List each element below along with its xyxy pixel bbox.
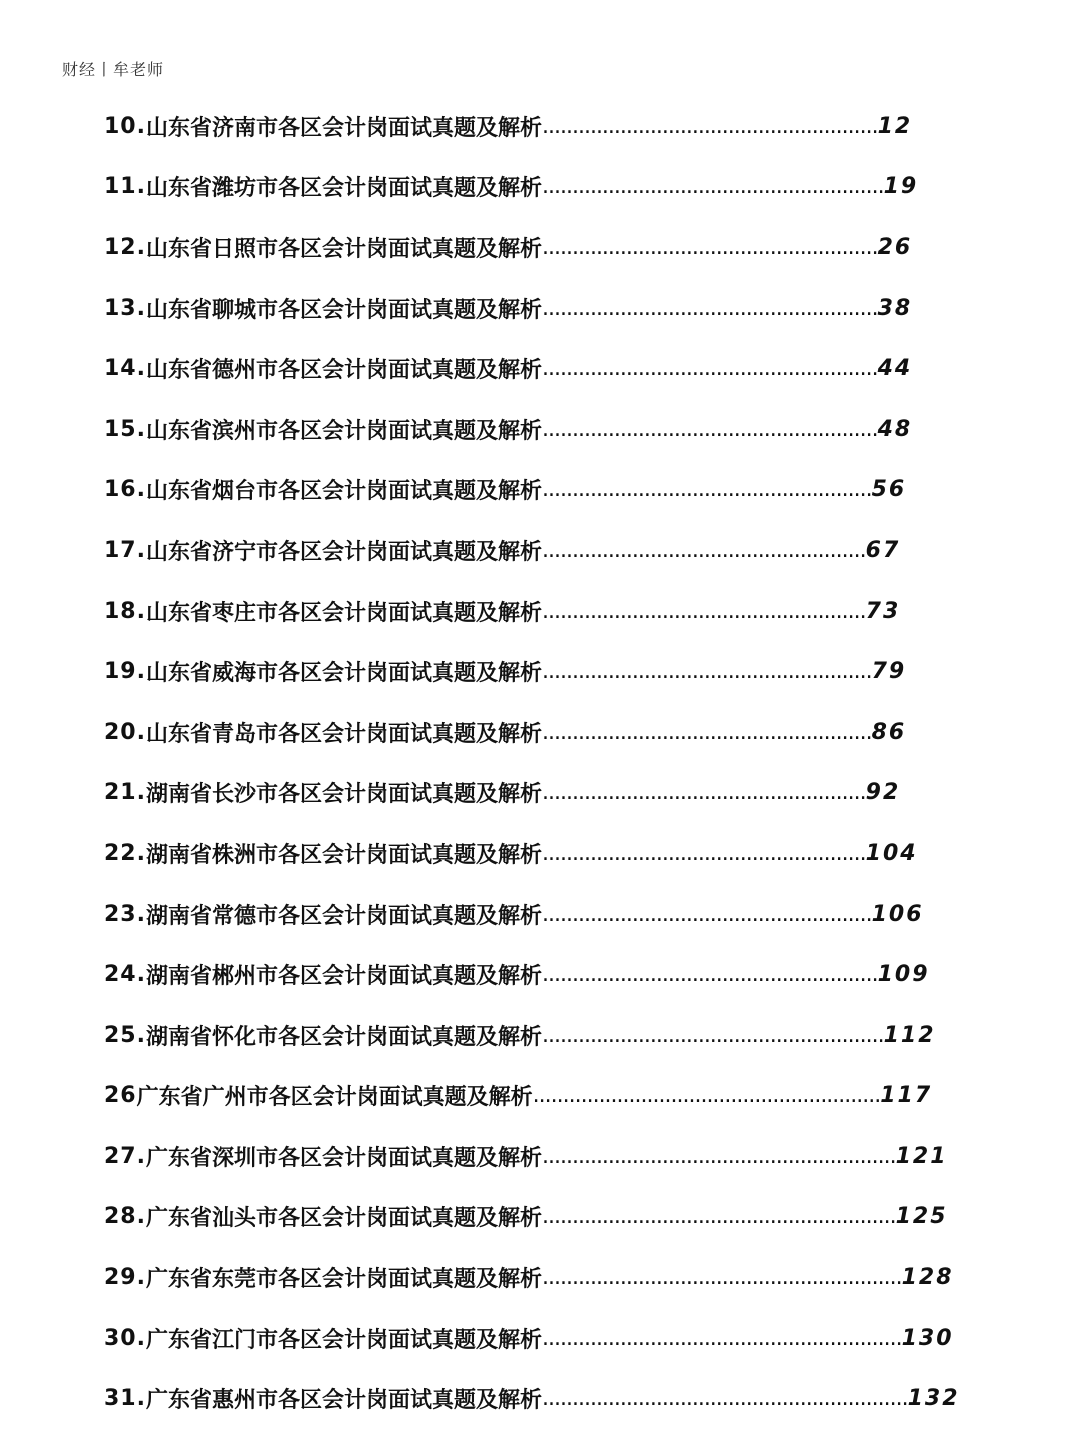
- toc-entry-leader-dots: ......................................................: [542, 840, 866, 866]
- toc-entry[interactable]: [104, 338, 964, 399]
- toc-entry-page-number: 56: [871, 477, 907, 503]
- toc-entry-page-number: 106: [871, 901, 924, 927]
- toc-entry-number: 22.: [104, 840, 146, 866]
- toc-entry-number: 18.: [104, 598, 146, 624]
- toc-entry-leader-dots: ........................................................: [542, 234, 878, 260]
- toc-entry-number: 10.: [104, 113, 146, 139]
- toc-entry-leader-dots: .......................................................: [542, 659, 872, 685]
- toc-entry-leader-dots: ........................................................: [542, 356, 878, 382]
- toc-entry-leader-dots: ......................................................: [542, 537, 866, 563]
- toc-entry-number: 26: [104, 1083, 137, 1109]
- toc-entry-page-number: 104: [865, 840, 918, 866]
- toc-entry-number: 28.: [104, 1204, 146, 1230]
- toc-entry[interactable]: [104, 1005, 964, 1066]
- toc-entry-leader-dots: .........................................................: [542, 174, 884, 200]
- toc-entry[interactable]: [104, 702, 964, 763]
- toc-entry-leader-dots: ........................................................: [542, 295, 878, 321]
- toc-entry-title: 湖南省怀化市各区会计岗面试真题及解析: [145, 1024, 542, 1050]
- toc-entry-leader-dots: .......................................................: [542, 719, 872, 745]
- toc-entry-title: 湖南省常德市各区会计岗面试真题及解析: [145, 903, 542, 929]
- toc-entry-title: 湖南省株洲市各区会计岗面试真题及解析: [145, 842, 542, 868]
- toc-entry-number: 23.: [104, 901, 146, 927]
- toc-entry-title: 山东省日照市各区会计岗面试真题及解析: [145, 236, 542, 262]
- toc-entry-leader-dots: ...........................................................: [542, 1204, 896, 1230]
- toc-entry[interactable]: [104, 96, 964, 157]
- toc-entry-number: 17.: [104, 537, 146, 563]
- toc-entry[interactable]: [104, 1066, 964, 1127]
- toc-entry-leader-dots: .......................................................: [542, 901, 872, 927]
- toc-entry-number: 31.: [104, 1386, 146, 1412]
- toc-entry-leader-dots: ........................................................: [542, 416, 878, 442]
- toc-entry-page-number: 44: [877, 356, 913, 382]
- toc-entry-leader-dots: ......................................................: [542, 780, 866, 806]
- toc-entry[interactable]: [104, 944, 964, 1005]
- toc-entry-page-number: 73: [865, 598, 901, 624]
- toc-entry-leader-dots: .......................................................: [542, 477, 872, 503]
- toc-entry-title: 山东省聊城市各区会计岗面试真题及解析: [145, 297, 542, 323]
- toc-entry[interactable]: [104, 1187, 964, 1248]
- toc-entry-page-number: 130: [901, 1325, 954, 1351]
- toc-entry-title: 山东省济宁市各区会计岗面试真题及解析: [145, 539, 542, 565]
- toc-entry-number: 20.: [104, 719, 146, 745]
- toc-entry[interactable]: [104, 1247, 964, 1308]
- toc-entry-leader-dots: ............................................................: [542, 1325, 902, 1351]
- toc-entry-number: 27.: [104, 1143, 146, 1169]
- toc-entry[interactable]: [104, 1368, 964, 1429]
- toc-entry-number: 21.: [104, 780, 146, 806]
- toc-entry-number: 29.: [104, 1265, 146, 1291]
- toc-entry-title: 湖南省郴州市各区会计岗面试真题及解析: [145, 964, 542, 990]
- toc-entry-number: 14.: [104, 356, 146, 382]
- toc-entry-page-number: 117: [880, 1083, 933, 1109]
- toc-entry-title: 山东省潍坊市各区会计岗面试真题及解析: [145, 176, 542, 202]
- toc-entry[interactable]: [104, 1308, 964, 1369]
- toc-entry-page-number: 12: [877, 113, 913, 139]
- toc-entry[interactable]: [104, 641, 964, 702]
- toc-entry-leader-dots: ......................................................: [542, 598, 866, 624]
- toc-entry[interactable]: [104, 278, 964, 339]
- toc-entry-title: 山东省烟台市各区会计岗面试真题及解析: [145, 479, 542, 505]
- toc-entry[interactable]: [104, 763, 964, 824]
- toc-entry[interactable]: [104, 399, 964, 460]
- toc-entry-leader-dots: ...........................................................: [542, 1143, 896, 1169]
- toc-entry-number: 12.: [104, 234, 146, 260]
- toc-entry-leader-dots: ............................................................: [542, 1265, 902, 1291]
- toc-entry-leader-dots: .........................................................: [542, 1022, 884, 1048]
- toc-entry-page-number: 92: [865, 780, 901, 806]
- toc-entry-page-number: 132: [907, 1386, 960, 1412]
- toc-entry-title: 广东省汕头市各区会计岗面试真题及解析: [145, 1206, 542, 1232]
- toc-entry-title: 山东省青岛市各区会计岗面试真题及解析: [145, 721, 542, 747]
- toc-entry-title: 广东省惠州市各区会计岗面试真题及解析: [145, 1388, 542, 1414]
- toc-entry-title: 山东省威海市各区会计岗面试真题及解析: [145, 661, 542, 687]
- toc-entry-page-number: 26: [877, 234, 913, 260]
- toc-entry-title: 山东省德州市各区会计岗面试真题及解析: [145, 358, 542, 384]
- toc-entry-page-number: 67: [865, 537, 901, 563]
- toc-entry[interactable]: [104, 460, 964, 521]
- toc-entry-title: 广东省深圳市各区会计岗面试真题及解析: [145, 1145, 542, 1171]
- toc-entry-number: 16.: [104, 477, 146, 503]
- toc-entry[interactable]: [104, 884, 964, 945]
- toc-entry-number: 30.: [104, 1325, 146, 1351]
- toc-entry-number: 13.: [104, 295, 146, 321]
- toc-entry-leader-dots: ........................................................: [542, 113, 878, 139]
- toc-entry-page-number: 109: [877, 962, 930, 988]
- toc-entry-title: 广东省广州市各区会计岗面试真题及解析: [136, 1085, 533, 1111]
- toc-entry-leader-dots: .............................................................: [542, 1386, 908, 1412]
- toc-entry[interactable]: [104, 157, 964, 218]
- toc-entry-number: 11.: [104, 174, 146, 200]
- toc-entry-page-number: 86: [871, 719, 907, 745]
- toc-entry-title: 广东省江门市各区会计岗面试真题及解析: [145, 1327, 542, 1353]
- toc-entry-number: 15.: [104, 416, 146, 442]
- toc-entry-page-number: 128: [901, 1265, 954, 1291]
- toc-entry[interactable]: [104, 520, 964, 581]
- toc-entry-page-number: 112: [883, 1022, 936, 1048]
- toc-entry-title: 湖南省长沙市各区会计岗面试真题及解析: [145, 782, 542, 808]
- toc-entry[interactable]: [104, 823, 964, 884]
- toc-entry-number: 19.: [104, 659, 146, 685]
- toc-entry-title: 广东省东莞市各区会计岗面试真题及解析: [145, 1267, 542, 1293]
- toc-entry-page-number: 121: [895, 1143, 948, 1169]
- toc-entry-page-number: 79: [871, 659, 907, 685]
- page-header: 财经丨牟老师: [62, 60, 165, 79]
- toc-entry-page-number: 38: [877, 295, 913, 321]
- toc-entry-leader-dots: ..........................................................: [532, 1083, 881, 1109]
- toc-entry-leader-dots: ........................................................: [542, 962, 878, 988]
- toc-entry-title: 山东省滨州市各区会计岗面试真题及解析: [145, 418, 542, 444]
- toc-entry-number: 24.: [104, 962, 146, 988]
- toc-entry-page-number: 125: [895, 1204, 948, 1230]
- toc-entry-title: 山东省枣庄市各区会计岗面试真题及解析: [145, 600, 542, 626]
- toc-entry-page-number: 48: [877, 416, 913, 442]
- toc-entry-title: 山东省济南市各区会计岗面试真题及解析: [145, 115, 542, 141]
- table-of-contents: [104, 96, 964, 1429]
- toc-entry[interactable]: [104, 581, 964, 642]
- toc-entry-number: 25.: [104, 1022, 146, 1048]
- toc-entry[interactable]: [104, 217, 964, 278]
- toc-entry-page-number: 19: [883, 174, 919, 200]
- toc-entry[interactable]: [104, 1126, 964, 1187]
